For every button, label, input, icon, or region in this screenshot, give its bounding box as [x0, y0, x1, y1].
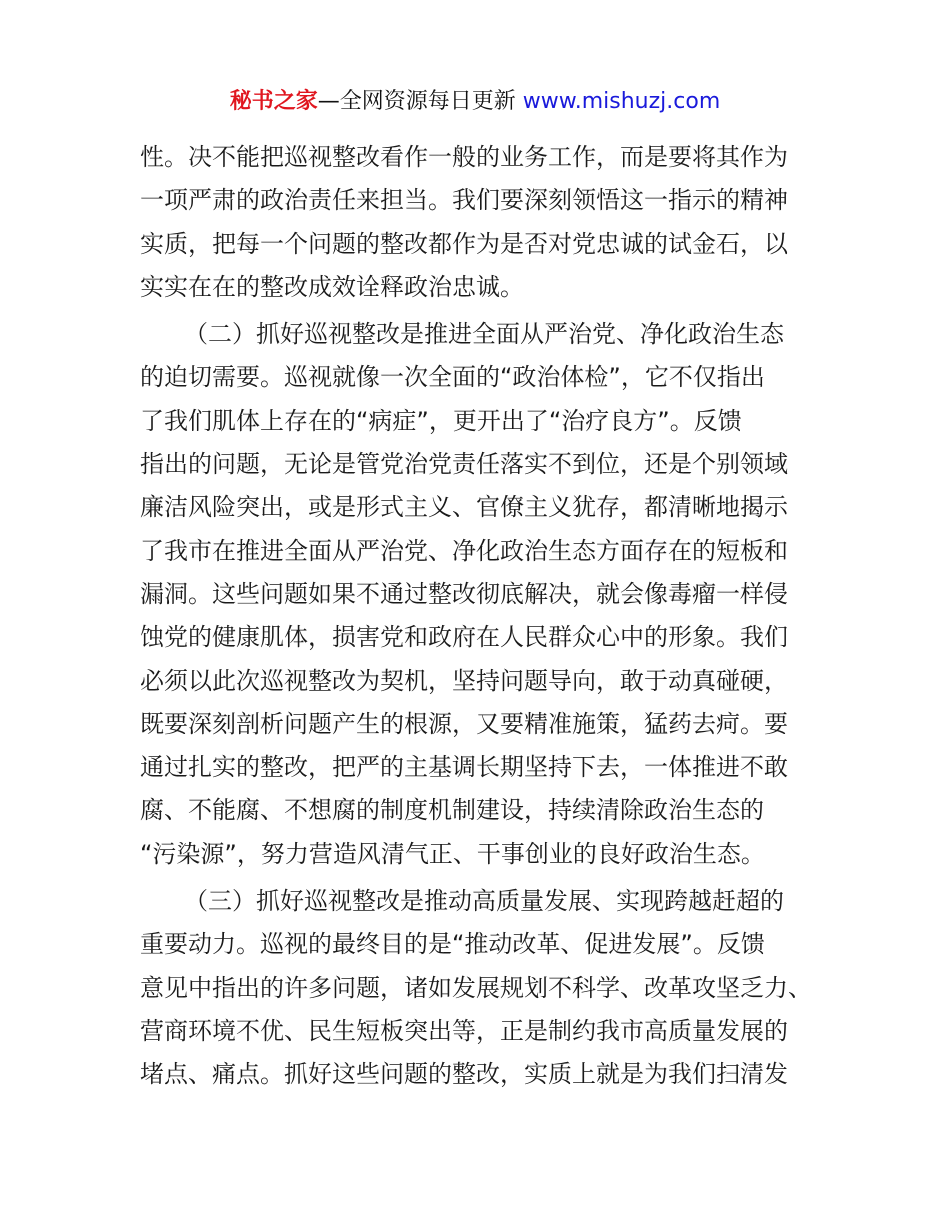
text-line: 的迫切需要。巡视就像一次全面的“政治体检”，它不仅指出 — [140, 363, 765, 392]
brand-name: 秘书之家 — [229, 89, 318, 114]
text-line: 实实在在的整改成效诠释政治忠诚。 — [140, 272, 524, 301]
text-line: 实质，把每一个问题的整改都作为是否对党忠诚的试金石，以 — [140, 229, 788, 258]
paragraph — [140, 136, 820, 309]
text-line: 重要动力。巡视的最终目的是“推动改革、促进发展”。反馈 — [140, 930, 765, 959]
text-line: 腐、不能腐、不想腐的制度机制建设，持续清除政治生态的 — [140, 796, 764, 825]
text-line: 堵点、痛点。抓好这些问题的整改，实质上就是为我们扫清发 — [140, 1060, 788, 1089]
text-line: 廉洁风险突出，或是形式主义、官僚主义犹存，都清晰地揭示 — [140, 493, 788, 522]
text-line: 漏洞。这些问题如果不通过整改彻底解决，就会像毒瘤一样侵 — [140, 579, 788, 608]
text-line: 性。决不能把巡视整改看作一般的业务工作，而是要将其作为 — [140, 143, 788, 171]
text-line: 蚀党的健康肌体，损害党和政府在人民群众心中的形象。我们 — [140, 623, 788, 652]
text-line: 指出的问题，无论是管党治党责任落实不到位，还是个别领域 — [140, 450, 788, 479]
site-header — [0, 86, 950, 118]
text-line: 了我市在推进全面从严治党、净化政治生态方面存在的短板和 — [140, 536, 788, 565]
text-line: 通过扎实的整改，把严的主基调长期坚持下去，一体推进不敢 — [140, 753, 788, 782]
paragraph — [140, 880, 820, 1096]
text-line: 既要深刻剖析问题产生的根源，又要精准施策，猛药去疴。要 — [140, 709, 788, 738]
paragraph — [140, 313, 820, 876]
text-line: 意见中指出的许多问题，诸如发展规划不科学、改革攻坚乏力、 — [140, 973, 812, 1002]
text-line: “污染源”，努力营造风清气正、干事创业的良好政治生态。 — [140, 839, 765, 868]
site-url-link[interactable]: www.mishuzj.com — [522, 89, 721, 114]
header-tagline: —全网资源每日更新 — [317, 89, 523, 114]
text-line: 营商环境不优、民生短板突出等，正是制约我市高质量发展的 — [140, 1016, 788, 1045]
text-line: 了我们肌体上存在的“病症”，更开出了“治疗良方”。反馈 — [140, 406, 742, 435]
text-line: 一项严肃的政治责任来担当。我们要深刻领悟这一指示的精神 — [140, 186, 788, 215]
text-line: 必须以此次巡视整改为契机，坚持问题导向，敢于动真碰硬， — [140, 666, 788, 695]
document-body — [140, 136, 820, 1097]
text-line: （二）抓好巡视整改是推进全面从严治党、净化政治生态 — [184, 320, 784, 349]
text-line: （三）抓好巡视整改是推动高质量发展、实现跨越赶超的 — [184, 887, 784, 916]
